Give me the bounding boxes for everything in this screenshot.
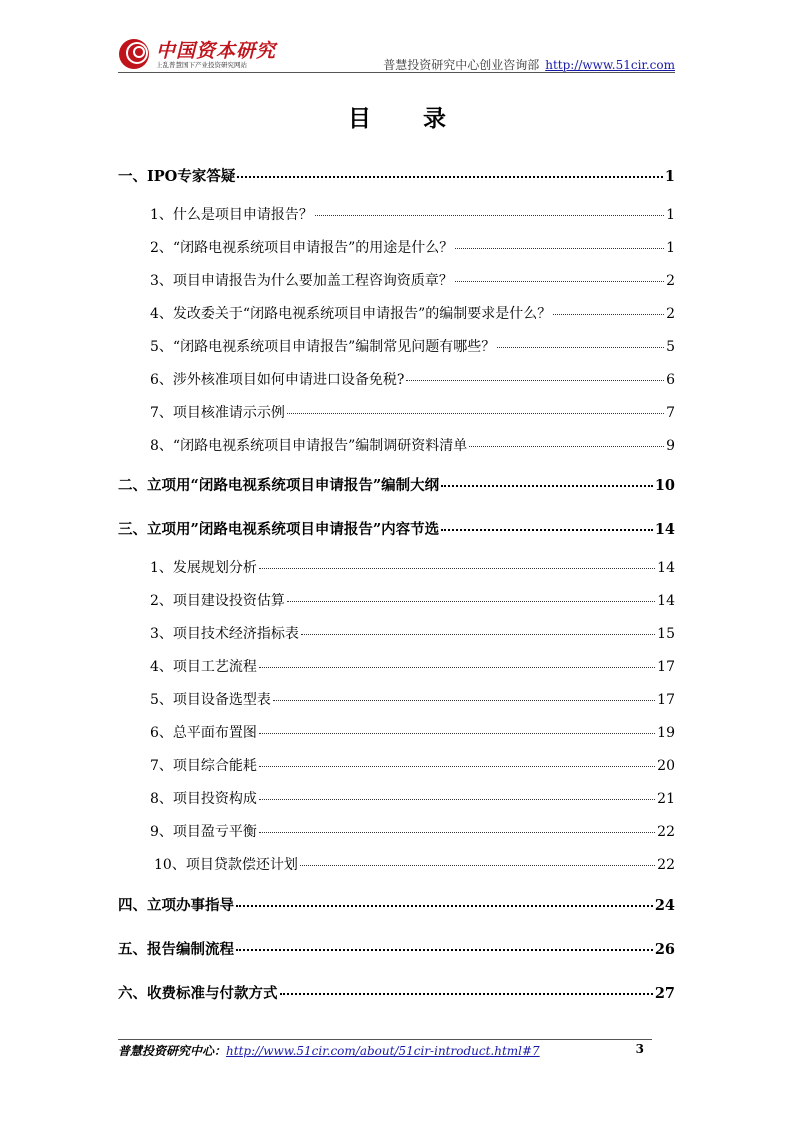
toc-entry-3-6[interactable]: 6、总平面布置图 19: [150, 725, 675, 741]
footer-url-link[interactable]: http://www.51cir.com/about/51cir-introduct.html#7: [226, 1044, 540, 1058]
toc-entry-3-3[interactable]: 3、项目技术经济指标表 15: [150, 626, 675, 642]
page-number: 3: [635, 1042, 644, 1056]
dot-leader: [441, 528, 653, 531]
dot-leader: [315, 214, 664, 216]
toc-entry-3-5[interactable]: 5、项目设备选型表 17: [150, 692, 675, 708]
dot-leader: [237, 175, 663, 178]
toc-entry-4[interactable]: 四、立项办事指导 24: [118, 897, 675, 914]
toc-entry-1[interactable]: 一、IPO专家答疑 1: [118, 168, 675, 185]
toc-entry-5[interactable]: 五、报告编制流程 26: [118, 941, 675, 958]
page-title: 目 录: [347, 105, 468, 132]
toc-entry-3-8[interactable]: 8、项目投资构成 21: [150, 791, 675, 807]
dot-leader: [236, 948, 653, 951]
page-footer: [118, 1042, 644, 1059]
dot-leader: [553, 313, 664, 315]
dot-leader: [259, 831, 655, 833]
toc-entry-3-4[interactable]: 4、项目工艺流程 17: [150, 659, 675, 675]
header-org: [383, 56, 675, 73]
dot-leader: [469, 445, 664, 447]
toc-entry-3[interactable]: 三、立项用”闭路电视系统项目申请报告”内容节选 14: [118, 521, 675, 538]
toc-entry-3-7[interactable]: 7、项目综合能耗 20: [150, 758, 675, 774]
toc-entry-3-9[interactable]: 9、项目盈亏平衡 22: [150, 824, 675, 840]
toc-entry-1-1[interactable]: 1、什么是项目申请报告？ 1: [150, 207, 675, 223]
toc-entry-3-1[interactable]: 1、发展规划分析 14: [150, 560, 675, 576]
dot-leader: [287, 412, 664, 414]
toc-entry-3-2[interactable]: 2、项目建设投资估算 14: [150, 593, 675, 609]
toc-entry-1-2[interactable]: 2、“闭路电视系统项目申请报告”的用途是什么？ 1: [150, 240, 675, 256]
toc-entry-3-10[interactable]: 10、项目贷款偿还计划 22: [154, 857, 675, 873]
dot-leader: [300, 864, 655, 866]
toc-entry-1-8[interactable]: 8、“闭路电视系统项目申请报告”编制调研资料清单 9: [150, 438, 675, 454]
dot-leader: [259, 798, 655, 800]
toc-entry-1-5[interactable]: 5、“闭路电视系统项目申请报告”编制常见问题有哪些？ 5: [150, 339, 675, 355]
logo-tagline: 上乱普慧国下产业投资研究网站: [156, 61, 247, 69]
toc-entry-1-3[interactable]: 3、项目申请报告为什么要加盖工程咨询资质章？ 2: [150, 273, 675, 289]
dot-leader: [497, 346, 664, 348]
dot-leader: [259, 666, 655, 668]
dot-leader: [273, 699, 655, 701]
dot-leader: [455, 280, 664, 282]
dot-leader: [280, 992, 653, 995]
dot-leader: [301, 633, 655, 635]
dot-leader: [455, 247, 664, 249]
footer-org: 普慧投资研究中心：: [118, 1044, 227, 1058]
logo: [118, 36, 278, 72]
toc-entry-1-4[interactable]: 4、发改委关于“闭路电视系统项目申请报告”的编制要求是什么？ 2: [150, 306, 675, 322]
logo-swirl-icon: [118, 36, 154, 72]
footer-divider: [118, 1039, 652, 1040]
dot-leader: [259, 567, 655, 569]
dot-leader: [441, 484, 653, 487]
dot-leader: [287, 600, 655, 602]
toc-entry-1-7[interactable]: 7、项目核准请示示例 7: [150, 405, 675, 421]
toc-entry-2[interactable]: 二、立项用“闭路电视系统项目申请报告”编制大纲 10: [118, 477, 675, 494]
page-header: [118, 32, 675, 74]
header-divider: [118, 72, 675, 73]
dot-leader: [406, 379, 664, 381]
dot-leader: [259, 765, 655, 767]
header-org-name: 普慧投资研究中心创业咨询部: [383, 58, 540, 72]
toc-entry-1-6[interactable]: 6、涉外核准项目如何申请进口设备免税? 6: [150, 372, 675, 388]
header-url-link[interactable]: http://www.51cir.com: [545, 58, 675, 72]
toc-entry-6[interactable]: 六、收费标准与付款方式 27: [118, 985, 675, 1002]
logo-name: 中国资本研究: [156, 40, 277, 62]
dot-leader: [236, 904, 653, 907]
dot-leader: [259, 732, 655, 734]
